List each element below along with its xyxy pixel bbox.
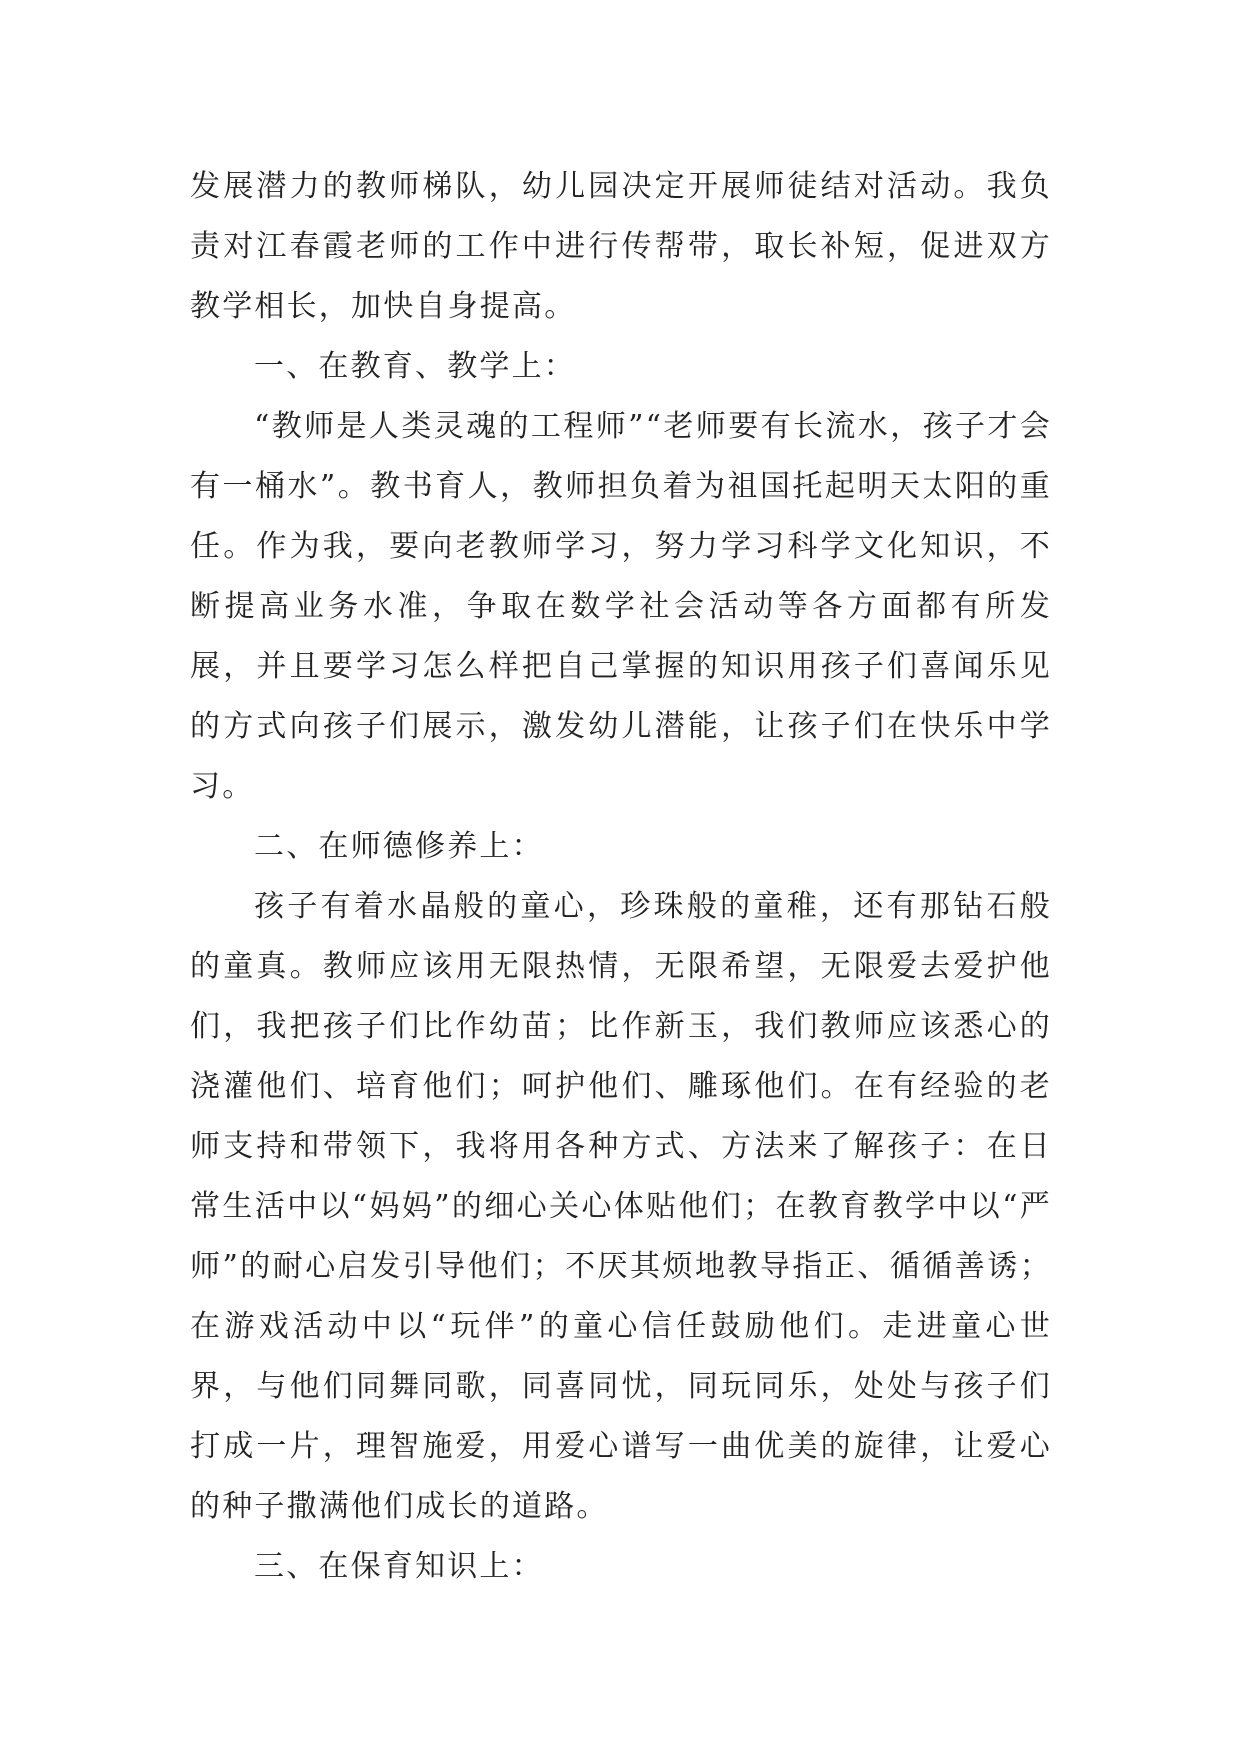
document-body xyxy=(190,157,1052,1597)
section-heading-ethics: 二、在师德修养上： xyxy=(254,829,544,864)
paragraph-teaching: “教师是人类灵魂的工程师”“老师要有长流水，孩子才会有一桶水”。教书育人，教师担负着为祖国托起明天太阳的重任。作为我，要向老教师学习，努力学习科学文化知识，不断提高业务水准，争取在数学社会活动等各方面都有所发展，并且要学习怎么样把自己掌握的知识用孩子们喜闻乐见的方式向孩子们展示，激发幼儿潜能，让孩子们在快乐中学习。 xyxy=(190,409,1052,804)
section-heading-childcare: 三、在保育知识上： xyxy=(254,1549,544,1584)
section-heading-teaching: 一、在教育、教学上： xyxy=(254,349,576,384)
paragraph-continuation: 发展潜力的教师梯队，幼儿园决定开展师徒结对活动。我负责对江春霞老师的工作中进行传帮带，取长补短，促进双方教学相长，加快自身提高。 xyxy=(190,169,1052,324)
paragraph-ethics: 孩子有着水晶般的童心，珍珠般的童稚，还有那钻石般的童真。教师应该用无限热情，无限希望，无限爱去爱护他们，我把孩子们比作幼苗；比作新玉，我们教师应该悉心的浇灌他们、培育他们；呵护他们、雕琢他们。在有经验的老师支持和带领下，我将用各种方式、方法来了解孩子：在日常生活中以“妈妈”的细心关心体贴他们；在教育教学中以“严师”的耐心启发引导他们；不厌其烦地教导指正、循循善诱；在游戏活动中以“玩伴”的童心信任鼓励他们。走进童心世界，与他们同舞同歌，同喜同忧，同玩同乐，处处与孩子们打成一片，理智施爱，用爱心谱写一曲优美的旋律，让爱心的种子撒满他们成长的道路。 xyxy=(190,889,1052,1524)
